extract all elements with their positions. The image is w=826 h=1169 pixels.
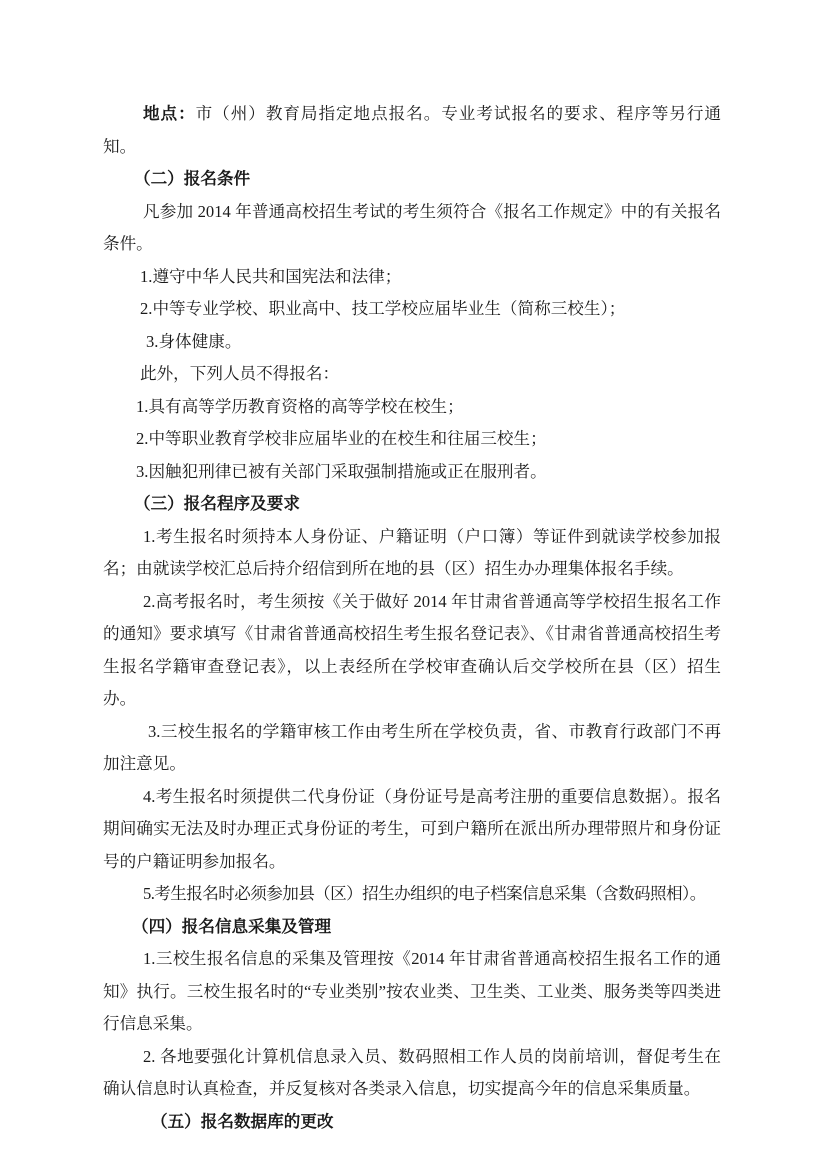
document-body — [103, 98, 721, 1138]
paragraph: 1.考生报名时须持本人身份证、户籍证明（户口簿）等证件到就读学校参加报名；由就读学校汇总后持介绍信到所在地的县（区）招生办办理集体报名手续。 — [103, 526, 721, 578]
paragraph: 2.高考报名时，考生须按《关于做好 2014 年甘肃省普通高等学校招生报名工作的通知》要求填写《甘肃省普通高校招生考生报名登记表》、《甘肃省普通高校招生考生报名学籍审查登记表》，以上表经所在学校审查确认后交学校所在县（区）招生办。 — [103, 591, 721, 708]
paragraph-text: 市（州）教育局指定地点报名。专业考试报名的要求、程序等另行通知。 — [103, 104, 722, 156]
section-heading: （五）报名数据库的更改 — [151, 1111, 334, 1131]
paragraph: 3.身体健康。 — [146, 331, 242, 351]
paragraph-lead-label: 地点： — [143, 104, 196, 123]
section-heading: （三）报名程序及要求 — [134, 494, 300, 513]
section-heading: （四）报名信息采集及管理 — [132, 916, 332, 936]
paragraph: 凡参加 2014 年普通高校招生考试的考生须符合《报名工作规定》中的有关报名条件。 — [103, 201, 721, 253]
paragraph: 3.三校生报名的学籍审核工作由考生所在学校负责，省、市教育行政部门不再加注意见。 — [103, 721, 721, 773]
paragraph: 2.中等职业教育学校非应届毕业的在校生和往届三校生； — [136, 429, 547, 448]
paragraph — [103, 98, 721, 163]
paragraph: 2. 各地要强化计算机信息录入员、数码照相工作人员的岗前培训，督促考生在确认信息时认真检查，并反复核对各类录入信息，切实提高今年的信息采集质量。 — [103, 1046, 721, 1098]
section-heading: （二）报名条件 — [134, 169, 251, 188]
paragraph: 4.考生报名时须提供二代身份证（身份证号是高考注册的重要信息数据）。报名期间确实无法及时办理正式身份证的考生，可到户籍所在派出所办理带照片和身份证号的户籍证明参加报名。 — [103, 786, 721, 871]
paragraph: 此外，下列人员不得报名： — [140, 364, 340, 383]
paragraph: 1.遵守中华人民共和国宪法和法律； — [140, 266, 402, 286]
paragraph: 1.三校生报名信息的采集及管理按《2014 年甘肃省普通高校招生报名工作的通知》执行。三校生报名时的“专业类别”按农业类、卫生类、工业类、服务类等四类进行信息采集。 — [103, 949, 721, 1033]
paragraph: 3.因触犯刑律已被有关部门采取强制措施或正在服刑者。 — [136, 461, 547, 481]
paragraph: 2.中等专业学校、职业高中、技工学校应届毕业生（简称三校生）； — [140, 299, 626, 318]
paragraph: 1.具有高等学历教育资格的高等学校在校生； — [136, 396, 464, 416]
paragraph: 5.考生报名时必须参加县（区）招生办组织的电子档案信息采集（含数码照相）。 — [143, 884, 706, 903]
